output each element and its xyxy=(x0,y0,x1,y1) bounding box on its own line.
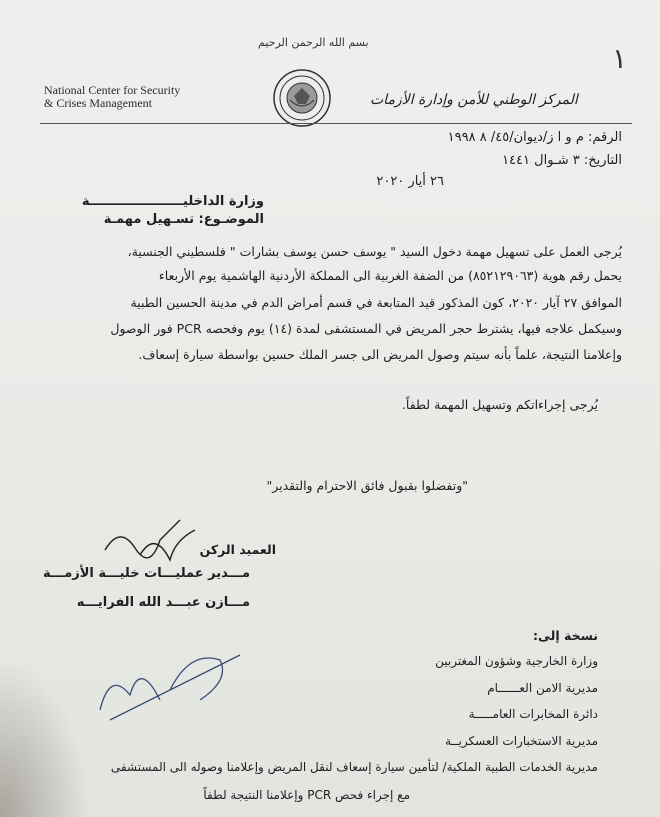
subject-value: تسـهيل مهمـة xyxy=(103,212,195,227)
body-line-1: يُرجى العمل على تسهيل مهمة دخول السيد " يوسف حسن يوسف بشارات " فلسطيني الجنسية، xyxy=(127,244,622,259)
emblem-seal-icon xyxy=(272,68,332,128)
reference-number: الرقم: م و ا ز/ديوان/٤٥/ ٨ ١٩٩٨ xyxy=(447,130,622,145)
addressee: وزارة الداخليـــــــــــــــــــــة xyxy=(81,194,264,209)
signature xyxy=(100,510,200,570)
copy-recipient-5: مديرية الخدمات الطبية الملكية/ لتأمين سيارة إسعاف لنقل المريض وإعلامنا وصوله الى المستشفى xyxy=(110,760,598,774)
signatory-title: مـــدير عمليـــات خليـــة الأزمـــة xyxy=(43,566,250,581)
basmala: بسم الله الرحمن الرحيم xyxy=(258,36,369,49)
request-line: يُرجى إجراءاتكم وتسهيل المهمة لطفاً. xyxy=(401,397,598,412)
copy-recipient-1: وزارة الخارجية وشؤون المغتربين xyxy=(435,654,598,668)
copy-recipient-3: دائرة المخابرات العامـــــة xyxy=(468,707,598,721)
body-line-4: وسيكمل علاجه فيها، يشترط حجر المريض في المستشفى لمدة (١٤) يوم وفحصه PCR فور الوصول xyxy=(110,321,622,336)
copies-heading: نسخة إلى: xyxy=(533,628,598,643)
shadow xyxy=(0,657,90,817)
org-name-arabic: المركز الوطني للأمن وإدارة الأزمات xyxy=(370,92,578,108)
page-mark: ١ xyxy=(612,42,628,75)
signatory-name: مـــازن عبـــد الله الفرايـــه xyxy=(76,595,250,610)
org-name-english-line1: National Center for Security xyxy=(44,83,181,97)
signatory-rank: العميد الركن xyxy=(199,542,276,557)
subject-line xyxy=(104,212,264,227)
hijri-date: التاريخ: ٣ شـوال ١٤٤١ xyxy=(502,153,622,168)
body-line-5: وإعلامنا النتيجة، علماً بأنه سيتم وصول المريض الى جسر الملك حسين بواسطة سيارة إسعاف. xyxy=(138,347,622,362)
body-line-2: يحمل رقم هوية (٨٥٢١٢٩٠٦٣) من الضفة الغربية الى المملكة الأردنية الهاشمية يوم الأربعاء xyxy=(158,268,622,283)
header-divider xyxy=(40,123,632,124)
copy-recipient-4: مديرية الاستخبارات العسكريــة xyxy=(445,734,598,748)
gregorian-date: ٢٦ أيار ٢٠٢٠ xyxy=(376,174,444,189)
handwritten-initials xyxy=(80,640,260,730)
copy-recipient-5-continued: مع إجراء فحص PCR وإعلامنا النتيجة لطفاً xyxy=(203,788,410,802)
body-line-3: الموافق ٢٧ آيار ٢٠٢٠، كون المذكور قيد المتابعة في قسم أمراض الدم في مدينة الحسين الطبية xyxy=(130,295,622,310)
org-name-english xyxy=(44,84,180,110)
closing-line: "وتفضلوا بقبول فائق الاحترام والتقدير" xyxy=(266,478,468,493)
copy-recipient-2: مديرية الامن العــــــام xyxy=(487,681,598,695)
subject-label: الموضـوع: xyxy=(198,212,264,227)
org-name-english-line2: & Crises Management xyxy=(44,96,152,110)
